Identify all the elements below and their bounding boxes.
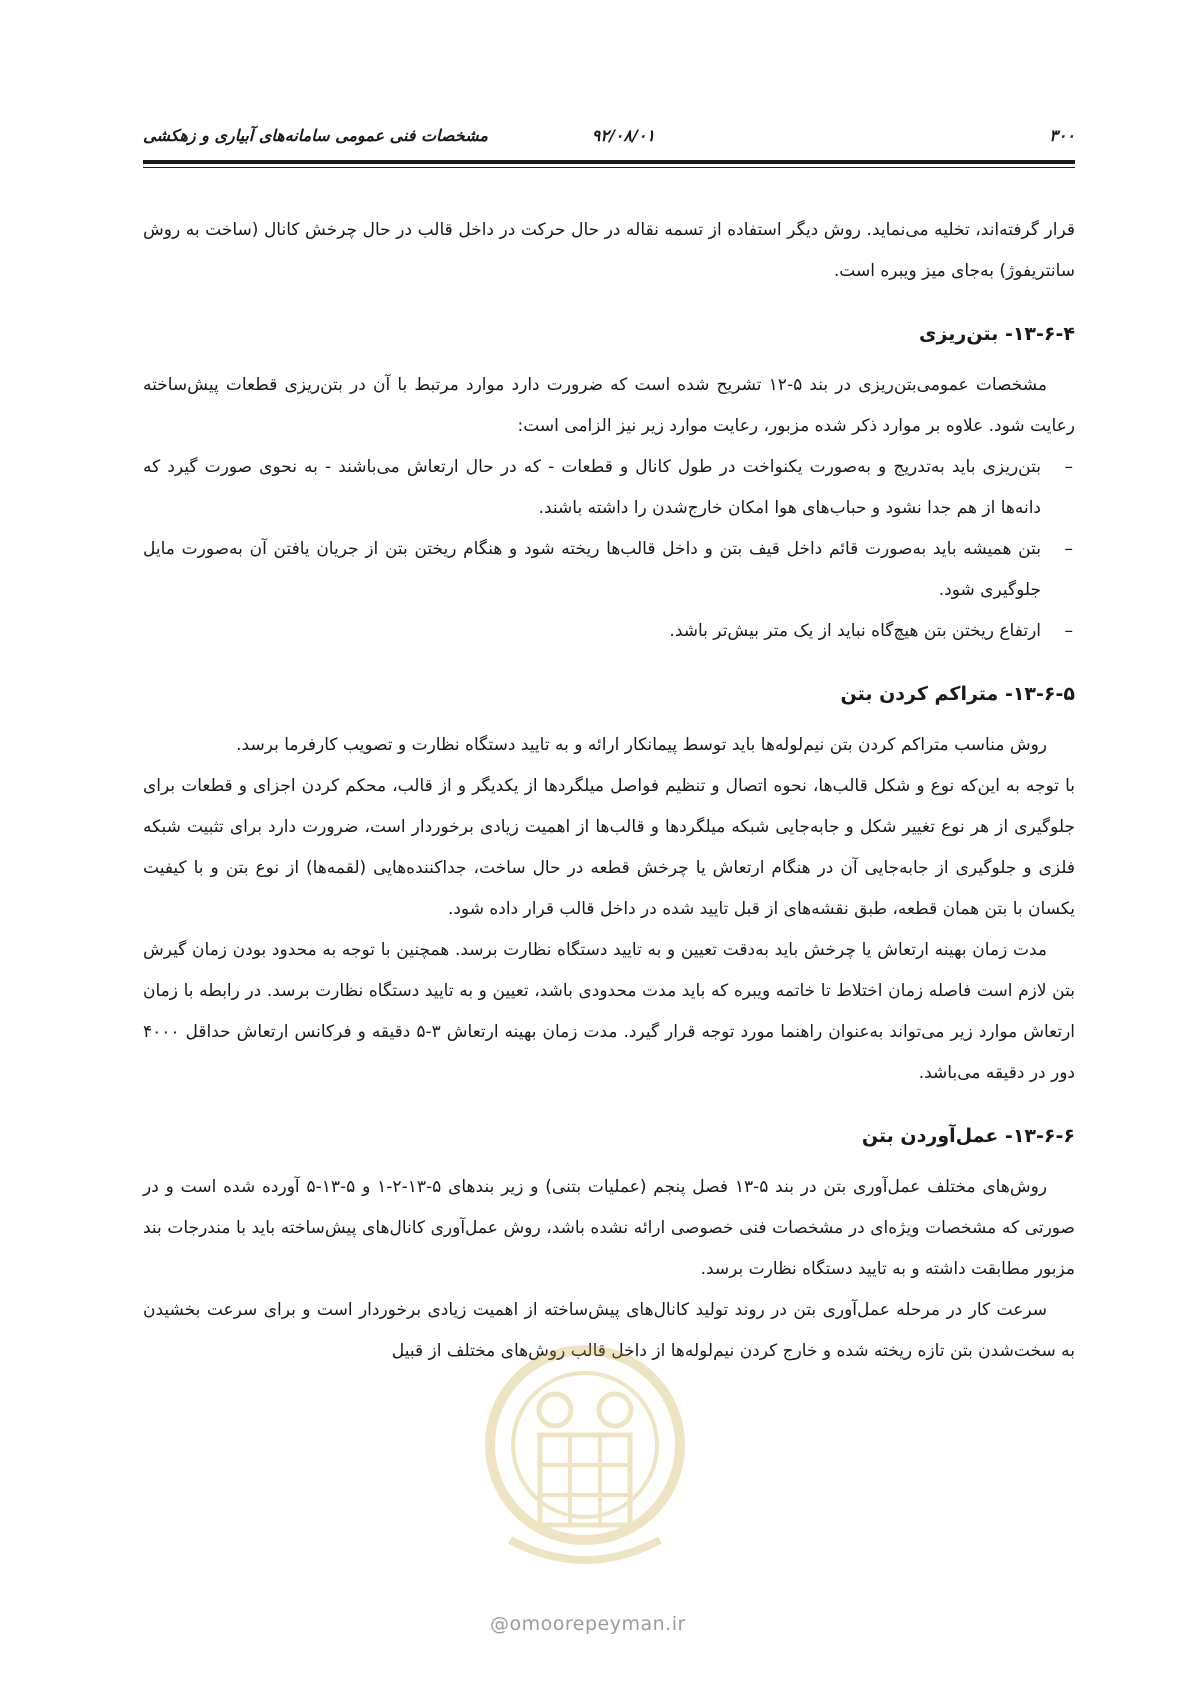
watermark-text: @omoorepeyman.ir — [490, 1613, 686, 1635]
list-item-text: بتن‌ریزی باید به‌تدریج و به‌صورت یکنواخت در طول کانال و قطعات - که در حال ارتعاش می‌باشند - به نحوی صورت گیرد که دانه‌ها از هم جدا نشود و حباب‌های هوا امکان خارج‌شدن را داشته باشند. — [143, 457, 1041, 518]
list-item — [143, 611, 1075, 652]
header-date: ۹۲/۰۸/۰۱ — [591, 126, 655, 145]
section-heading: ۱۳-۶-۴- بتن‌ریزی — [919, 323, 1075, 345]
list-item — [143, 447, 1075, 529]
body-paragraph: روش مناسب متراکم کردن بتن نیم‌لوله‌ها باید توسط پیمانکار ارائه و به تایید دستگاه نظارت و تصویب کارفرما برسد. — [236, 735, 1047, 755]
bullet-dash: – — [1064, 457, 1073, 477]
body-paragraph: روش‌های مختلف عمل‌آوری بتن در بند ۵-۱۳ فصل پنجم (عملیات بتنی) و زیر بندهای ۵-۱۳-۲-۱ و ۵-۱۳-۵ آورده شده است و در صورتی که مشخصات ویژه‌ای در مشخصات فنی خصوصی ارائه نشده باشد، روش عمل‌آوری کانال‌های پیش‌ساخته باید با مندرجات بند مزبور مطابقت داشته و به تایید دستگاه نظارت برسد. — [143, 1177, 1075, 1279]
bullet-list — [143, 447, 1075, 652]
section-heading: ۱۳-۶-۵- متراکم کردن بتن — [840, 683, 1075, 705]
list-item-text: بتن همیشه باید به‌صورت قائم داخل قیف بتن و داخل قالب‌ها ریخته شود و هنگام ریختن بتن از جریان یافتن آن به‌صورت مایل جلوگیری شود. — [143, 539, 1041, 600]
bullet-dash: – — [1064, 539, 1073, 559]
watermark-seal-icon — [470, 1340, 700, 1590]
header-rule-thick — [143, 160, 1075, 164]
body-paragraph: با توجه به این‌که نوع و شکل قالب‌ها، نحوه اتصال و تنظیم فواصل میلگردها از یکدیگر و از قالب، محکم کردن اجزای و قطعات برای جلوگیری از هر نوع تغییر شکل و جابه‌جایی شبکه میلگردها و قالب‌ها از اهمیت زیادی برخوردار است، ضرورت دارد برای تثبیت شبکه فلزی و جلوگیری از جابه‌جایی آن در هنگام ارتعاش یا چرخش قطعه در حال ساخت، جداکننده‌هایی (لقمه‌ها) از نوع بتن و با کیفیت یکسان با بتن همان قطعه، طبق نقشه‌های از قبل تایید شده در داخل قالب قرار داده شود. — [143, 776, 1075, 919]
body-paragraph: سرعت کار در مرحله عمل‌آوری بتن در روند تولید کانال‌های پیش‌ساخته از اهمیت زیادی برخوردار است و برای سرعت بخشیدن به سخت‌شدن بتن تازه ریخته شده و خارج کردن نیم‌لوله‌ها از داخل قالب روش‌های مختلف از قبیل — [143, 1300, 1075, 1361]
running-header — [143, 126, 1075, 152]
body-paragraph: مدت زمان بهینه ارتعاش یا چرخش باید به‌دقت تعیین و به تایید دستگاه نظارت برسد. همچنین با توجه به محدود بودن زمان گیرش بتن لازم است فاصله زمان اختلاط تا خاتمه ویبره که باید مدت محدودی باشد، تعیین و به تایید دستگاه نظارت برسد. در رابطه با زمان ارتعاش موارد زیر می‌تواند به‌عنوان راهنما مورد توجه قرار گیرد. مدت زمان بهینه ارتعاش ۳-۵ دقیقه و فرکانس ارتعاش حداقل ۴۰۰۰ دور در دقیقه می‌باشد. — [143, 940, 1076, 1083]
body-content — [143, 210, 1075, 1372]
header-title: مشخصات فنی عمومی سامانه‌های آبیاری و زهکشی — [143, 126, 488, 145]
list-item-text: ارتفاع ریختن بتن هیچ‌گاه نباید از یک متر بیش‌تر باشد. — [669, 621, 1041, 641]
header-rule-thin — [143, 167, 1075, 168]
body-paragraph: مشخصات عمومی‌بتن‌ریزی در بند ۵-۱۲ تشریح شده است که ضرورت دارد موارد مرتبط با آن در بتن‌ریزی قطعات پیش‌ساخته رعایت شود. علاوه بر موارد ذکر شده مزبور، رعایت موارد زیر نیز الزامی است: — [143, 375, 1075, 436]
list-item — [143, 529, 1075, 611]
page-number: ۳۰۰ — [1049, 126, 1075, 145]
intro-paragraph: قرار گرفته‌اند، تخلیه می‌نماید. روش دیگر استفاده از تسمه نقاله در حال حرکت در داخل قالب در حال چرخش کانال (ساخت به روش سانتریفوژ) به‌جای میز ویبره است. — [143, 220, 1075, 281]
bullet-dash: – — [1064, 621, 1073, 641]
section-heading: ۱۳-۶-۶- عمل‌آوردن بتن — [861, 1125, 1075, 1147]
